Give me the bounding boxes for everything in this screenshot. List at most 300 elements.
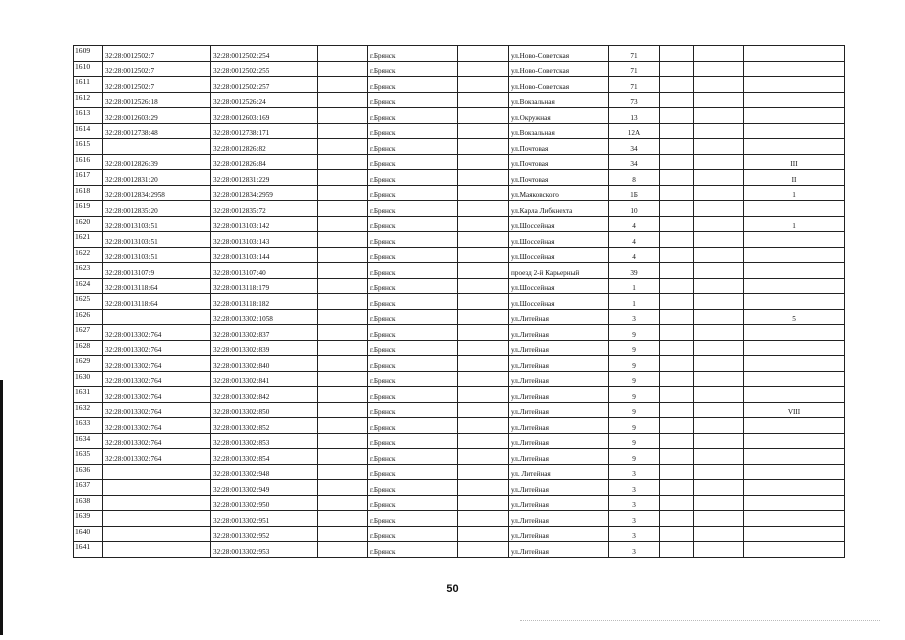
cell-cadastral-parent: [103, 511, 211, 527]
cell-blank-col-d: [694, 216, 744, 232]
cell-blank-col-c: [660, 464, 694, 480]
cell-blank-col-c: [660, 371, 694, 387]
table-row: [74, 232, 845, 248]
cell-blank-col-b: [458, 418, 509, 434]
cell-house-number: 34: [609, 139, 660, 155]
cell-blank-col-b: [458, 340, 509, 356]
cell-blank-col-a: [318, 480, 368, 496]
cell-row-number: 1634: [74, 433, 103, 449]
table-row: [74, 170, 845, 186]
cell-annotation: [744, 340, 845, 356]
cell-blank-col-c: [660, 232, 694, 248]
cell-blank-col-c: [660, 449, 694, 465]
cell-cadastral-parent: [103, 526, 211, 542]
cell-blank-col-b: [458, 108, 509, 124]
cell-blank-col-c: [660, 418, 694, 434]
cell-blank-col-a: [318, 123, 368, 139]
cell-blank-col-b: [458, 123, 509, 139]
scan-edge-mark: [0, 380, 3, 635]
cell-street: ул.Литейная: [509, 402, 609, 418]
cell-blank-col-d: [694, 92, 744, 108]
cell-blank-col-a: [318, 185, 368, 201]
cell-row-number: 1626: [74, 309, 103, 325]
cell-row-number: 1631: [74, 387, 103, 403]
cell-city: г.Брянск: [368, 232, 458, 248]
table-row: [74, 185, 845, 201]
cell-blank-col-d: [694, 480, 744, 496]
cell-blank-col-b: [458, 201, 509, 217]
cell-cadastral-parent: 32:28:0013302:764: [103, 340, 211, 356]
cell-street: ул.Литейная: [509, 449, 609, 465]
cell-blank-col-d: [694, 294, 744, 310]
cell-blank-col-b: [458, 154, 509, 170]
cell-blank-col-c: [660, 123, 694, 139]
cell-cadastral-number: 32:28:0013103:142: [211, 216, 318, 232]
cell-cadastral-parent: 32:28:0013302:764: [103, 402, 211, 418]
cell-row-number: 1618: [74, 185, 103, 201]
table-row: [74, 77, 845, 93]
cell-blank-col-c: [660, 387, 694, 403]
cell-city: г.Брянск: [368, 46, 458, 62]
cell-row-number: 1620: [74, 216, 103, 232]
cell-house-number: 9: [609, 356, 660, 372]
cell-blank-col-d: [694, 402, 744, 418]
cell-cadastral-parent: 32:28:0013103:51: [103, 216, 211, 232]
table-row: [74, 201, 845, 217]
cell-annotation: [744, 325, 845, 341]
cell-house-number: 9: [609, 433, 660, 449]
cell-blank-col-d: [694, 526, 744, 542]
cell-cadastral-number: 32:28:0013302:850: [211, 402, 318, 418]
cell-row-number: 1637: [74, 480, 103, 496]
cell-street: ул.Ново-Советская: [509, 46, 609, 62]
cell-street: ул.Почтовая: [509, 154, 609, 170]
cell-annotation: [744, 108, 845, 124]
cell-blank-col-b: [458, 46, 509, 62]
cell-cadastral-number: 32:28:0013302:842: [211, 387, 318, 403]
cell-city: г.Брянск: [368, 371, 458, 387]
cell-cadastral-parent: 32:28:0012835:20: [103, 201, 211, 217]
cell-cadastral-parent: 32:28:0013302:764: [103, 387, 211, 403]
cell-annotation: II: [744, 170, 845, 186]
cell-street: проезд 2-й Карьерный: [509, 263, 609, 279]
cell-cadastral-parent: 32:28:0013302:764: [103, 325, 211, 341]
cell-house-number: 9: [609, 418, 660, 434]
table-row: [74, 418, 845, 434]
cell-annotation: 5: [744, 309, 845, 325]
cell-cadastral-parent: 32:28:0013103:51: [103, 232, 211, 248]
table-row: [74, 216, 845, 232]
cell-blank-col-a: [318, 46, 368, 62]
cell-annotation: [744, 371, 845, 387]
cell-cadastral-parent: 32:28:0013302:764: [103, 418, 211, 434]
cell-cadastral-number: 32:28:0013107:40: [211, 263, 318, 279]
cell-blank-col-b: [458, 294, 509, 310]
cell-blank-col-c: [660, 61, 694, 77]
cell-row-number: 1621: [74, 232, 103, 248]
cell-cadastral-number: 32:28:0013302:948: [211, 464, 318, 480]
cell-city: г.Брянск: [368, 108, 458, 124]
cell-blank-col-a: [318, 201, 368, 217]
cell-blank-col-b: [458, 278, 509, 294]
cell-annotation: [744, 92, 845, 108]
cell-city: г.Брянск: [368, 495, 458, 511]
cell-cadastral-number: 32:28:0013302:949: [211, 480, 318, 496]
cell-blank-col-a: [318, 232, 368, 248]
cell-street: ул.Шоссейная: [509, 232, 609, 248]
table-row: [74, 402, 845, 418]
cell-blank-col-a: [318, 294, 368, 310]
cell-blank-col-a: [318, 309, 368, 325]
cell-house-number: 3: [609, 464, 660, 480]
cell-blank-col-c: [660, 325, 694, 341]
cell-city: г.Брянск: [368, 170, 458, 186]
cell-annotation: III: [744, 154, 845, 170]
cell-house-number: 8: [609, 170, 660, 186]
cell-blank-col-b: [458, 464, 509, 480]
cell-street: ул.Маяковского: [509, 185, 609, 201]
cell-house-number: 73: [609, 92, 660, 108]
cell-house-number: 9: [609, 340, 660, 356]
cell-blank-col-b: [458, 232, 509, 248]
cell-street: ул.Литейная: [509, 371, 609, 387]
cell-blank-col-a: [318, 170, 368, 186]
cell-blank-col-d: [694, 263, 744, 279]
cell-house-number: 3: [609, 542, 660, 558]
cell-blank-col-d: [694, 387, 744, 403]
cell-blank-col-b: [458, 542, 509, 558]
cell-blank-col-d: [694, 542, 744, 558]
cell-blank-col-d: [694, 511, 744, 527]
table-row: [74, 154, 845, 170]
cell-city: г.Брянск: [368, 340, 458, 356]
cell-cadastral-number: 32:28:0013302:953: [211, 542, 318, 558]
cell-row-number: 1638: [74, 495, 103, 511]
cell-cadastral-parent: 32:28:0013302:764: [103, 433, 211, 449]
cell-row-number: 1640: [74, 526, 103, 542]
cell-blank-col-b: [458, 247, 509, 263]
cell-blank-col-d: [694, 309, 744, 325]
cell-annotation: [744, 294, 845, 310]
table-row: [74, 263, 845, 279]
cell-blank-col-c: [660, 511, 694, 527]
cell-cadastral-number: 32:28:0012826:82: [211, 139, 318, 155]
cell-annotation: [744, 201, 845, 217]
cell-blank-col-d: [694, 61, 744, 77]
cell-city: г.Брянск: [368, 309, 458, 325]
cell-city: г.Брянск: [368, 433, 458, 449]
cell-blank-col-a: [318, 495, 368, 511]
cell-row-number: 1619: [74, 201, 103, 217]
cell-blank-col-a: [318, 402, 368, 418]
cell-street: ул.Литейная: [509, 340, 609, 356]
cell-cadastral-parent: [103, 480, 211, 496]
table-row: [74, 356, 845, 372]
cell-cadastral-parent: 32:28:0012502:7: [103, 77, 211, 93]
cell-blank-col-d: [694, 433, 744, 449]
cell-cadastral-parent: 32:28:0013118:64: [103, 278, 211, 294]
cell-annotation: [744, 232, 845, 248]
cell-blank-col-a: [318, 154, 368, 170]
cell-cadastral-number: 32:28:0013118:179: [211, 278, 318, 294]
cell-annotation: [744, 449, 845, 465]
cell-blank-col-d: [694, 201, 744, 217]
cell-cadastral-parent: 32:28:0012502:7: [103, 61, 211, 77]
cell-cadastral-parent: [103, 464, 211, 480]
table-row: [74, 542, 845, 558]
table-row: [74, 108, 845, 124]
table-row: [74, 371, 845, 387]
cell-row-number: 1629: [74, 356, 103, 372]
table-row: [74, 278, 845, 294]
cell-cadastral-parent: 32:28:0012831:20: [103, 170, 211, 186]
cell-house-number: 9: [609, 325, 660, 341]
cell-blank-col-b: [458, 356, 509, 372]
cell-blank-col-b: [458, 92, 509, 108]
cell-city: г.Брянск: [368, 542, 458, 558]
cell-cadastral-number: 32:28:0013103:143: [211, 232, 318, 248]
cell-annotation: [744, 433, 845, 449]
cell-row-number: 1639: [74, 511, 103, 527]
cell-house-number: 1: [609, 294, 660, 310]
cell-blank-col-a: [318, 61, 368, 77]
cell-house-number: 3: [609, 480, 660, 496]
cell-blank-col-b: [458, 139, 509, 155]
cell-blank-col-a: [318, 325, 368, 341]
cell-blank-col-d: [694, 495, 744, 511]
cell-row-number: 1623: [74, 263, 103, 279]
cell-cadastral-number: 32:28:0013302:837: [211, 325, 318, 341]
cell-city: г.Брянск: [368, 294, 458, 310]
cell-annotation: 1: [744, 185, 845, 201]
cell-house-number: 71: [609, 61, 660, 77]
cell-row-number: 1632: [74, 402, 103, 418]
cell-blank-col-a: [318, 542, 368, 558]
cell-street: ул. Литейная: [509, 464, 609, 480]
cell-blank-col-a: [318, 247, 368, 263]
cell-cadastral-parent: 32:28:0013302:764: [103, 371, 211, 387]
cell-city: г.Брянск: [368, 449, 458, 465]
cell-cadastral-parent: 32:28:0013118:64: [103, 294, 211, 310]
cell-house-number: 34: [609, 154, 660, 170]
cell-city: г.Брянск: [368, 387, 458, 403]
cell-row-number: 1612: [74, 92, 103, 108]
cell-cadastral-parent: 32:28:0013107:9: [103, 263, 211, 279]
cell-street: ул.Шоссейная: [509, 216, 609, 232]
cell-street: ул.Литейная: [509, 526, 609, 542]
cell-row-number: 1613: [74, 108, 103, 124]
cell-annotation: [744, 61, 845, 77]
cell-blank-col-a: [318, 464, 368, 480]
cell-street: ул.Почтовая: [509, 170, 609, 186]
cell-cadastral-number: 32:28:0013302:854: [211, 449, 318, 465]
cell-house-number: 9: [609, 402, 660, 418]
cell-street: ул.Ново-Советская: [509, 61, 609, 77]
cell-cadastral-parent: [103, 139, 211, 155]
table-row: [74, 464, 845, 480]
cell-annotation: [744, 511, 845, 527]
cell-cadastral-parent: 32:28:0012826:39: [103, 154, 211, 170]
cell-city: г.Брянск: [368, 92, 458, 108]
cell-city: г.Брянск: [368, 216, 458, 232]
cell-blank-col-c: [660, 542, 694, 558]
cell-blank-col-d: [694, 77, 744, 93]
cell-row-number: 1615: [74, 139, 103, 155]
cell-blank-col-d: [694, 340, 744, 356]
cell-annotation: [744, 123, 845, 139]
cell-city: г.Брянск: [368, 526, 458, 542]
cell-blank-col-c: [660, 216, 694, 232]
cell-row-number: 1630: [74, 371, 103, 387]
cell-annotation: [744, 278, 845, 294]
table-row: [74, 449, 845, 465]
cell-cadastral-parent: 32:28:0012738:48: [103, 123, 211, 139]
cell-blank-col-c: [660, 108, 694, 124]
cell-cadastral-number: 32:28:0012502:255: [211, 61, 318, 77]
cell-cadastral-number: 32:28:0012502:257: [211, 77, 318, 93]
cell-blank-col-a: [318, 526, 368, 542]
cell-house-number: 12А: [609, 123, 660, 139]
cell-blank-col-c: [660, 263, 694, 279]
cell-house-number: 71: [609, 46, 660, 62]
cell-street: ул.Вокзальная: [509, 92, 609, 108]
cell-cadastral-number: 32:28:0013302:841: [211, 371, 318, 387]
cell-annotation: VIII: [744, 402, 845, 418]
cell-city: г.Брянск: [368, 464, 458, 480]
cell-cadastral-number: 32:28:0013103:144: [211, 247, 318, 263]
cell-cadastral-number: 32:28:0012835:72: [211, 201, 318, 217]
cell-city: г.Брянск: [368, 511, 458, 527]
cell-street: ул.Окружная: [509, 108, 609, 124]
cell-blank-col-d: [694, 170, 744, 186]
cell-street: ул.Почтовая: [509, 139, 609, 155]
cell-row-number: 1636: [74, 464, 103, 480]
table-row: [74, 433, 845, 449]
cell-blank-col-d: [694, 154, 744, 170]
cell-blank-col-d: [694, 232, 744, 248]
cell-blank-col-b: [458, 449, 509, 465]
registry-table: [73, 45, 845, 558]
cell-street: ул.Вокзальная: [509, 123, 609, 139]
cell-cadastral-number: 32:28:0013302:952: [211, 526, 318, 542]
cell-blank-col-c: [660, 92, 694, 108]
cell-row-number: 1616: [74, 154, 103, 170]
cell-cadastral-parent: [103, 309, 211, 325]
cell-blank-col-b: [458, 61, 509, 77]
cell-blank-col-d: [694, 356, 744, 372]
cell-blank-col-b: [458, 216, 509, 232]
cell-blank-col-d: [694, 185, 744, 201]
cell-house-number: 4: [609, 232, 660, 248]
table-row: [74, 340, 845, 356]
cell-blank-col-d: [694, 371, 744, 387]
cell-blank-col-b: [458, 325, 509, 341]
cell-row-number: 1625: [74, 294, 103, 310]
cell-annotation: [744, 418, 845, 434]
cell-street: ул.Литейная: [509, 542, 609, 558]
cell-blank-col-a: [318, 77, 368, 93]
table-row: [74, 309, 845, 325]
cell-blank-col-d: [694, 449, 744, 465]
cell-street: ул.Литейная: [509, 511, 609, 527]
cell-annotation: [744, 387, 845, 403]
cell-house-number: 3: [609, 309, 660, 325]
cell-annotation: [744, 247, 845, 263]
cell-cadastral-parent: 32:28:0012603:29: [103, 108, 211, 124]
cell-blank-col-a: [318, 216, 368, 232]
cell-blank-col-a: [318, 371, 368, 387]
cell-row-number: 1628: [74, 340, 103, 356]
cell-annotation: [744, 480, 845, 496]
cell-cadastral-parent: 32:28:0013302:764: [103, 449, 211, 465]
cell-house-number: 9: [609, 371, 660, 387]
table-row: [74, 123, 845, 139]
cell-blank-col-c: [660, 247, 694, 263]
cell-blank-col-b: [458, 77, 509, 93]
cell-blank-col-d: [694, 278, 744, 294]
cell-annotation: [744, 139, 845, 155]
table-row: [74, 61, 845, 77]
cell-cadastral-number: 32:28:0013118:182: [211, 294, 318, 310]
cell-street: ул.Литейная: [509, 387, 609, 403]
cell-cadastral-parent: 32:28:0012502:7: [103, 46, 211, 62]
cell-blank-col-c: [660, 139, 694, 155]
cell-blank-col-d: [694, 418, 744, 434]
cell-blank-col-a: [318, 340, 368, 356]
cell-blank-col-d: [694, 46, 744, 62]
cell-blank-col-c: [660, 278, 694, 294]
cell-house-number: 1Б: [609, 185, 660, 201]
cell-blank-col-b: [458, 511, 509, 527]
cell-street: ул.Шоссейная: [509, 247, 609, 263]
table-row: [74, 139, 845, 155]
cell-cadastral-parent: 32:28:0013302:764: [103, 356, 211, 372]
cell-row-number: 1641: [74, 542, 103, 558]
cell-blank-col-c: [660, 526, 694, 542]
cell-house-number: 39: [609, 263, 660, 279]
cell-blank-col-c: [660, 185, 694, 201]
cell-street: ул.Литейная: [509, 418, 609, 434]
cell-blank-col-d: [694, 464, 744, 480]
cell-cadastral-number: 32:28:0013302:852: [211, 418, 318, 434]
cell-blank-col-c: [660, 77, 694, 93]
cell-cadastral-number: 32:28:0013302:853: [211, 433, 318, 449]
table-row: [74, 247, 845, 263]
cell-blank-col-a: [318, 387, 368, 403]
cell-cadastral-number: 32:28:0012831:229: [211, 170, 318, 186]
cell-house-number: 3: [609, 526, 660, 542]
cell-row-number: 1635: [74, 449, 103, 465]
cell-cadastral-parent: [103, 495, 211, 511]
cell-city: г.Брянск: [368, 263, 458, 279]
cell-blank-col-a: [318, 139, 368, 155]
cell-annotation: [744, 526, 845, 542]
cell-city: г.Брянск: [368, 356, 458, 372]
cell-cadastral-number: 32:28:0012826:84: [211, 154, 318, 170]
cell-house-number: 71: [609, 77, 660, 93]
cell-blank-col-b: [458, 371, 509, 387]
cell-row-number: 1633: [74, 418, 103, 434]
table-row: [74, 325, 845, 341]
cell-city: г.Брянск: [368, 278, 458, 294]
cell-house-number: 10: [609, 201, 660, 217]
cell-blank-col-b: [458, 185, 509, 201]
cell-row-number: 1614: [74, 123, 103, 139]
cell-blank-col-c: [660, 46, 694, 62]
cell-row-number: 1622: [74, 247, 103, 263]
table-row: [74, 526, 845, 542]
cell-city: г.Брянск: [368, 480, 458, 496]
